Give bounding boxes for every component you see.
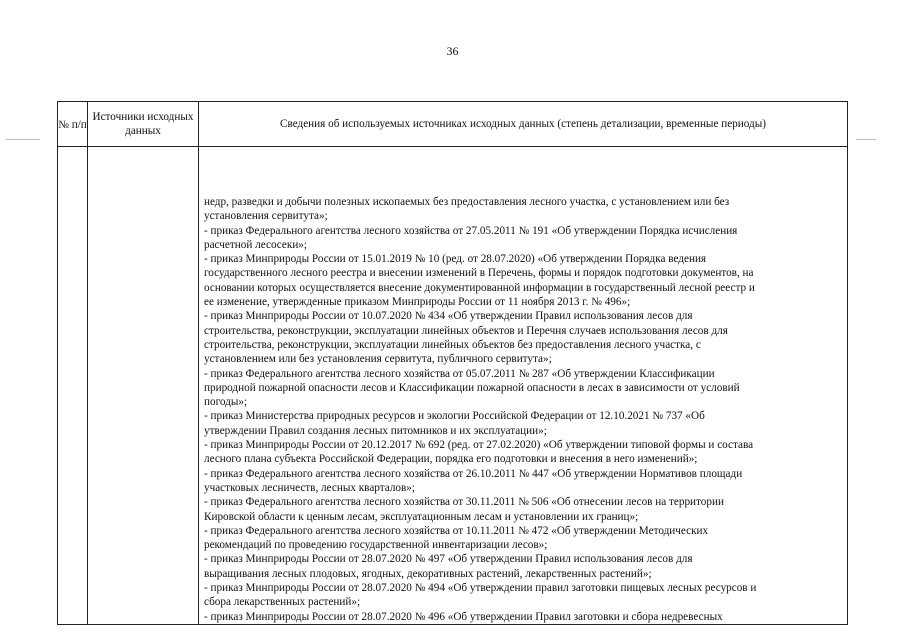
text-line: - приказ Министерства природных ресурсов и экологии Российской Федерации от 12.10.2021 № 737 «Об [204,410,705,423]
text-line: погоды»; [204,396,248,409]
text-line: лесного плана субъекта Российской Федерации, порядка его подготовки и внесения в него изменений»; [204,453,698,466]
header-details: Сведения об используемых источниках исходных данных (степень детализации, временные периоды) [199,102,848,147]
text-line: - приказ Федерального агентства лесного хозяйства от 26.10.2011 № 447 «Об утверждении Нормативов площади [204,467,743,480]
text-line: - приказ Минприроды России от 15.01.2019 № 10 (ред. от 28.07.2020) «Об утверждении Порядка ведения [204,253,707,266]
cell-number [58,147,88,625]
text-line: установлением или без установления сервитута, публичного сервитута»; [204,353,552,366]
text-line: строительства, реконструкции, эксплуатации линейных объектов без предоставления лесного участка, с [204,338,701,351]
text-line: строительства, реконструкции, эксплуатации линейных объектов и Перечня случаев использования лесов для [204,324,728,337]
sources-table [57,101,848,625]
text-line: сбора лекарственных растений»; [204,596,361,609]
text-line: установления сервитута»; [204,210,328,223]
scan-mark-left [6,139,40,140]
text-line: Кировской области к ценным лесам, эксплуатационным лесам и установлении их границ»; [204,510,639,523]
details-text [199,147,847,624]
text-line: - приказ Минприроды России от 28.07.2020 № 497 «Об утверждении Правил использования лесов для [204,553,693,566]
page-number: 36 [446,44,459,58]
text-line: - приказ Минприроды России от 20.12.2017 № 692 (ред. от 27.02.2020) «Об утверждении типовой формы и состава [204,439,754,452]
header-sources: Источники исходных данных [88,102,199,147]
text-line: - приказ Минприроды России от 28.07.2020 № 494 «Об утверждении правил заготовки пищевых лесных ресурсов и [204,582,757,595]
text-line: участковых лесничеств, лесных кварталов»; [204,481,415,494]
cell-sources [88,147,199,625]
text-line: рекомендаций по проведению государственной инвентаризации лесов»; [204,539,548,552]
table-header-row [58,102,848,147]
text-line: - приказ Федерального агентства лесного хозяйства от 05.07.2011 № 287 «Об утверждении Классификации [204,367,715,380]
text-line: - приказ Минприроды России от 28.07.2020 № 496 «Об утверждении Правил заготовки и сбора недревесных [204,610,723,623]
table-row [58,147,848,625]
header-number: № п/п [58,102,88,147]
text-line: - приказ Федерального агентства лесного хозяйства от 30.11.2011 № 506 «Об отнесении лесов на территории [204,496,724,509]
text-line: государственного лесного реестра и внесении изменений в Перечень, формы и порядок подготовки документов, на [204,267,754,280]
text-line: расчетной лесосеки»; [204,238,308,251]
text-line: - приказ Федерального агентства лесного хозяйства от 27.05.2011 № 191 «Об утверждении Порядка исчисления [204,224,738,237]
text-line: ее изменение, утвержденные приказом Минприроды России от 11 ноября 2013 г. № 496»; [204,296,631,309]
text-line: утверждении Правил создания лесных питомников и их эксплуатации»; [204,424,547,437]
cell-details [199,147,848,625]
scan-mark-right [856,139,876,140]
text-line: - приказ Минприроды России от 10.07.2020 № 434 «Об утверждении Правил использования лесов для [204,310,693,323]
text-line: - приказ Федерального агентства лесного хозяйства от 10.11.2011 № 472 «Об утверждении Методических [204,524,709,537]
text-line: основании которых осуществляется внесение документированной информации в государственный лесной реестр и [204,281,755,294]
text-line: выращивания лесных плодовых, ягодных, декоративных растений, лекарственных растений»; [204,567,652,580]
text-line: природной пожарной опасности лесов и Классификации пожарной опасности в лесах в зависимости от условий [204,381,740,394]
text-line: недр, разведки и добычи полезных ископаемых без предоставления лесного участка, с установлением или без [204,196,730,208]
